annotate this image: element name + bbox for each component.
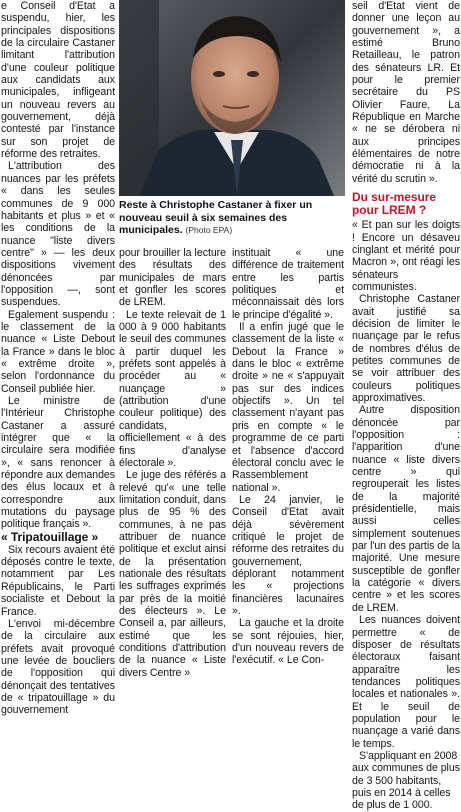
article-paragraph: Autre disposition dénoncée par l'opposition : l'apparition d'une nuance « liste divers centre » qui regrouperait les listes de la majorité présidentielle, mais aussi celles simplement soutenues par l'un des partis de la majorité. Une mesure susceptible de gonfler la catégorie « divers centre » et les scores de LREM.: [352, 404, 460, 614]
article-paragraph: Christophe Castaner avait justifié sa décision de limiter le nuançage par le refus de nombres d'élus de petites communes de se voir attribuer des couleurs politiques approximatives.: [352, 293, 460, 404]
article-paragraph: L'attribution des nuances par les préfets « dans les seules communes de 9 000 habitants et plus » et « les conditions de la nuance "liste divers centre" » — les deux dispositions vivement dénoncées par l'opposition —, sont suspendues.: [1, 160, 115, 309]
castaner-portrait-image: [119, 0, 345, 196]
article-paragraph: Six recours avaient été déposés contre le texte, notamment par Les Républicains, le Parti socialiste et Debout la France.: [1, 543, 115, 618]
article-paragraph: Egalement suspendu : le classement de la nuance « Liste Debout la France » dans le bloc « extrême droite », selon l'ordonnance du Conseil publiée hier.: [1, 308, 115, 395]
article-column-2: [119, 247, 226, 679]
photo-caption: [119, 199, 345, 237]
article-paragraph: pour brouiller la lecture des résultats des municipales de mars et gonfler les scores de LREM.: [119, 247, 226, 309]
article-paragraph: Il a enfin jugé que le classement de la liste « Debout la France » dans le bloc « extrême droite » ne « s'appuyait pas sur des indices objectifs ». Un tel classement n'ayant pas pris en compte « le programme de ce parti et l'absence d'accord électoral conclu avec le Rassemblement national ».: [232, 321, 344, 494]
photo-credit: (Photo EPA): [185, 225, 233, 235]
article-paragraph: La gauche et la droite se sont réjouies, hier, d'un nouveau revers de l'exécutif. « Le Con-: [232, 617, 344, 667]
article-column-3: [232, 247, 344, 667]
article-paragraph: « Et pan sur les doigts ! Encore un désaveu cinglant et mérité pour Macron », ont réagi les sénateurs communistes.: [352, 219, 460, 293]
article-paragraph: Le texte relevait de 1 000 à 9 000 habitants le seuil des communes à partir duquel les préfets sont appelés à procéder au « nuançage » (attribution d'une couleur politique) des candidats, officiellement « à des fins d'analyse électorale ».: [119, 308, 226, 469]
article-column-1: [1, 0, 115, 717]
article-paragraph: instituait « une différence de traitement entre les partis politiques et méconnaissait dès lors le principe d'égalité ».: [232, 247, 344, 321]
article-paragraph: Les nuances doivent permettre « de disposer de résultats électoraux faisant apparaître les tendances politiques locales et nationales ». Et le seuil de population pour le nuançage a varié dans le temps.: [352, 614, 460, 750]
subheading-pour-lrem: pour LREM ?: [352, 203, 427, 218]
article-paragraph: Le ministre de l'Intérieur Christophe Castaner a assuré intégrer que « la circulaire sera modifiée », « sans renoncer à répondre aux demandes des élus locaux et à correspondre aux mutations du paysage politique français ».: [1, 395, 115, 531]
subheading-sur-mesure: Du sur-mesure: [352, 190, 437, 205]
article-paragraph: L'envoi mi-décembre de la circulaire aux préfets avait provoqué une levée de boucliers de l'opposition qui dénonçait des tentatives de « tripatouillage » du gouvernement: [1, 617, 115, 717]
article-paragraph: S'appliquant en 2008 aux communes de plus de 3 500 habitants, puis en 2014 à celles de plus de 1 000.: [352, 749, 460, 812]
caption-text: Reste à Christophe Castaner à fixer un nouveau seuil à six semaines des municipales.: [119, 199, 313, 236]
article-paragraph: Le juge des référés a relevé qu'« une telle limitation conduit, dans plus de 95 % des communes, à ne pas attribuer de nuance politique et exclut ainsi de la présentation nationale des résultats les suffrages exprimés par près de la moitié des électeurs ». Le Conseil a, par ailleurs, estimé que les conditions d'attribution de la nuance « Liste divers Centre »: [119, 469, 226, 679]
article-paragraph: seil d'Etat vient de donner une leçon au gouvernement », a estimé Bruno Retailleau, le patron des sénateurs LR. Et pour le premier secrétaire du PS Olivier Faure, La République en Marche « ne se dérobera ni aux principes élémentaires de notre démocratie ni à la vérité du scrutin ».: [352, 0, 460, 185]
article-column-4: [352, 0, 460, 812]
article-paragraph: e Conseil d'Etat a suspendu, hier, les principales dispositions de la circulaire Castaner limitant l'attribution d'une couleur politique aux candidats aux municipales, infligeant un nouveau revers au gouvernement, déjà contesté par l'instance sur son projet de réforme des retraites.: [1, 0, 115, 161]
article-paragraph: Le 24 janvier, le Conseil d'Etat avait déjà sévèrement critiqué le projet de réforme des retraites du gouvernement, déplorant notamment les « projections financières lacunaires ».: [232, 493, 344, 617]
subheading-tripatouillage: « Tripatouillage »: [1, 529, 99, 544]
article-photo: [119, 0, 345, 196]
